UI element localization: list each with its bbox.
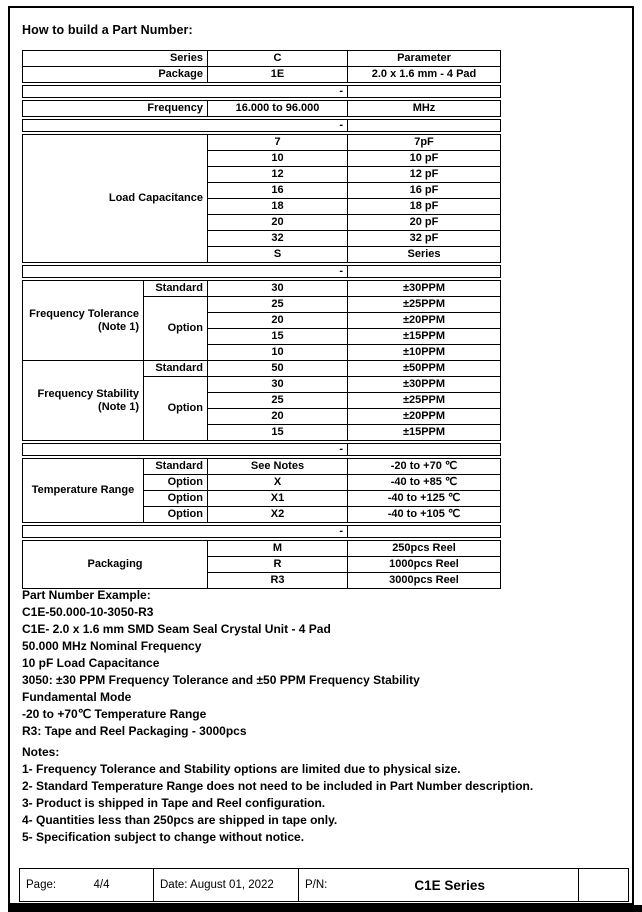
example-line: R3: Tape and Reel Packaging - 3000pcs bbox=[22, 724, 247, 738]
cell-param: -20 to +70 ℃ bbox=[348, 459, 501, 475]
cell-param: -40 to +105 ℃ bbox=[348, 507, 501, 523]
example-line: Fundamental Mode bbox=[22, 690, 132, 704]
footer-pn-cell bbox=[299, 869, 579, 901]
table-temperature-range bbox=[22, 458, 501, 523]
dash-empty-cell bbox=[348, 120, 501, 132]
dash-cell: - bbox=[23, 86, 348, 98]
dash-empty-cell bbox=[348, 86, 501, 98]
example-line: -20 to +70℃ Temperature Range bbox=[22, 707, 207, 721]
table-load-capacitance bbox=[22, 134, 501, 263]
cell-param: 7pF bbox=[348, 135, 501, 151]
cell-param: ±15PPM bbox=[348, 425, 501, 441]
table-frequency bbox=[22, 100, 501, 117]
cell-group-label bbox=[23, 459, 144, 523]
cell-value: 16.000 to 96.000 bbox=[208, 101, 348, 117]
cell-value: 18 bbox=[208, 199, 348, 215]
cell-value: C bbox=[208, 51, 348, 67]
table-packaging bbox=[22, 540, 501, 589]
page-title: How to build a Part Number: bbox=[22, 23, 193, 37]
notes bbox=[22, 744, 634, 846]
cell-param: ±50PPM bbox=[348, 361, 501, 377]
cell-param: ±30PPM bbox=[348, 281, 501, 297]
date-text: Date: August 01, 2022 bbox=[160, 879, 274, 891]
cell-param: ±20PPM bbox=[348, 409, 501, 425]
cell-value: See Notes bbox=[208, 459, 348, 475]
note-item: 4- Quantities less than 250pcs are shipped in tape only. bbox=[22, 813, 338, 827]
cell-value: 25 bbox=[208, 297, 348, 313]
cell-value: 20 bbox=[208, 215, 348, 231]
cell-param: ±20PPM bbox=[348, 313, 501, 329]
cell-param: ±25PPM bbox=[348, 393, 501, 409]
table-tolerance-stability bbox=[22, 280, 501, 441]
note-item: 1- Frequency Tolerance and Stability options are limited due to physical size. bbox=[22, 762, 461, 776]
page-label: Page: bbox=[26, 879, 57, 891]
example-heading: Part Number Example: bbox=[22, 588, 151, 602]
part-number-example bbox=[22, 587, 627, 740]
cell-subtype: Option bbox=[144, 377, 208, 441]
page-bottom-bar bbox=[8, 905, 642, 912]
cell-param: ±30PPM bbox=[348, 377, 501, 393]
pn-label: P/N: bbox=[305, 879, 328, 891]
cell-value: X1 bbox=[208, 491, 348, 507]
cell-value: 7 bbox=[208, 135, 348, 151]
cell-param: -40 to +85 ℃ bbox=[348, 475, 501, 491]
cell-value: 32 bbox=[208, 231, 348, 247]
cell-param: Parameter bbox=[348, 51, 501, 67]
cell-value: 10 bbox=[208, 151, 348, 167]
cell-value: M bbox=[208, 541, 348, 557]
cell-param: ±25PPM bbox=[348, 297, 501, 313]
cell-value: 12 bbox=[208, 167, 348, 183]
cell-subtype: Standard bbox=[144, 281, 208, 297]
cell-param: 32 pF bbox=[348, 231, 501, 247]
notes-heading: Notes: bbox=[22, 745, 60, 759]
example-line: 3050: ±30 PPM Frequency Tolerance and ±50 PPM Frequency Stability bbox=[22, 673, 420, 687]
cell-subtype: Option bbox=[144, 297, 208, 361]
table-dash-4 bbox=[22, 443, 501, 456]
cell-subtype: Standard bbox=[144, 361, 208, 377]
example-line: C1E-50.000-10-3050-R3 bbox=[22, 605, 154, 619]
table-dash-3 bbox=[22, 265, 501, 278]
dash-empty-cell bbox=[348, 266, 501, 278]
cell-param: 3000pcs Reel bbox=[348, 573, 501, 589]
dash-empty-cell bbox=[348, 444, 501, 456]
cell-param: 10 pF bbox=[348, 151, 501, 167]
footer-blank-cell bbox=[579, 869, 628, 901]
cell-subtype: Option bbox=[144, 475, 208, 491]
cell-label: Frequency bbox=[23, 101, 208, 117]
example-line: 50.000 MHz Nominal Frequency bbox=[22, 639, 202, 653]
group-label-line: Frequency Tolerance bbox=[29, 308, 139, 321]
group-label-line: (Note 1) bbox=[98, 400, 139, 413]
cell-param: -40 to +125 ℃ bbox=[348, 491, 501, 507]
example-line: 10 pF Load Capacitance bbox=[22, 656, 160, 670]
cell-value: 10 bbox=[208, 345, 348, 361]
cell-value: 16 bbox=[208, 183, 348, 199]
table-dash-1 bbox=[22, 85, 501, 98]
cell-value: 30 bbox=[208, 377, 348, 393]
cell-value: R bbox=[208, 557, 348, 573]
cell-group-label: Load Capacitance bbox=[23, 135, 208, 263]
footer-date-cell bbox=[154, 869, 299, 901]
cell-value: X bbox=[208, 475, 348, 491]
example-line: C1E- 2.0 x 1.6 mm SMD Seam Seal Crystal Unit - 4 Pad bbox=[22, 622, 331, 636]
cell-value: 50 bbox=[208, 361, 348, 377]
cell-param: 250pcs Reel bbox=[348, 541, 501, 557]
note-item: 2- Standard Temperature Range does not need to be included in Part Number description. bbox=[22, 779, 534, 793]
pn-value: C1E Series bbox=[414, 877, 485, 893]
footer-page-cell bbox=[20, 869, 154, 901]
cell-group-label bbox=[23, 361, 144, 441]
cell-value: 20 bbox=[208, 409, 348, 425]
dash-cell: - bbox=[23, 526, 348, 538]
dash-cell: - bbox=[23, 444, 348, 456]
cell-param: 2.0 x 1.6 mm - 4 Pad bbox=[348, 67, 501, 83]
cell-param: ±15PPM bbox=[348, 329, 501, 345]
cell-label: Package bbox=[23, 67, 208, 83]
cell-param: 18 pF bbox=[348, 199, 501, 215]
group-label-line: (Note 1) bbox=[98, 320, 139, 333]
cell-param: 20 pF bbox=[348, 215, 501, 231]
cell-group-label: Packaging bbox=[23, 541, 208, 589]
cell-param: ±10PPM bbox=[348, 345, 501, 361]
cell-value: 25 bbox=[208, 393, 348, 409]
cell-param: MHz bbox=[348, 101, 501, 117]
group-label-line: Frequency Stability bbox=[37, 388, 139, 401]
cell-subtype: Option bbox=[144, 491, 208, 507]
footer-table bbox=[19, 868, 629, 902]
cell-value: R3 bbox=[208, 573, 348, 589]
note-item: 5- Specification subject to change without notice. bbox=[22, 830, 305, 844]
cell-param: 1000pcs Reel bbox=[348, 557, 501, 573]
cell-value: S bbox=[208, 247, 348, 263]
cell-value: 30 bbox=[208, 281, 348, 297]
dash-cell: - bbox=[23, 266, 348, 278]
spec-tables bbox=[22, 50, 500, 591]
cell-value: 1E bbox=[208, 67, 348, 83]
group-label-line: Temperature Range bbox=[31, 484, 135, 497]
table-dash-2 bbox=[22, 119, 501, 132]
cell-param: Series bbox=[348, 247, 501, 263]
cell-group-label bbox=[23, 281, 144, 361]
page-number: 4/4 bbox=[93, 879, 110, 891]
cell-value: 15 bbox=[208, 329, 348, 345]
table-dash-5 bbox=[22, 525, 501, 538]
cell-value: X2 bbox=[208, 507, 348, 523]
cell-value: 20 bbox=[208, 313, 348, 329]
cell-subtype: Option bbox=[144, 507, 208, 523]
cell-value: 15 bbox=[208, 425, 348, 441]
table-series-package bbox=[22, 50, 501, 83]
note-item: 3- Product is shipped in Tape and Reel configuration. bbox=[22, 796, 326, 810]
cell-param: 12 pF bbox=[348, 167, 501, 183]
cell-subtype: Standard bbox=[144, 459, 208, 475]
dash-cell: - bbox=[23, 120, 348, 132]
dash-empty-cell bbox=[348, 526, 501, 538]
cell-label: Series bbox=[23, 51, 208, 67]
cell-param: 16 pF bbox=[348, 183, 501, 199]
